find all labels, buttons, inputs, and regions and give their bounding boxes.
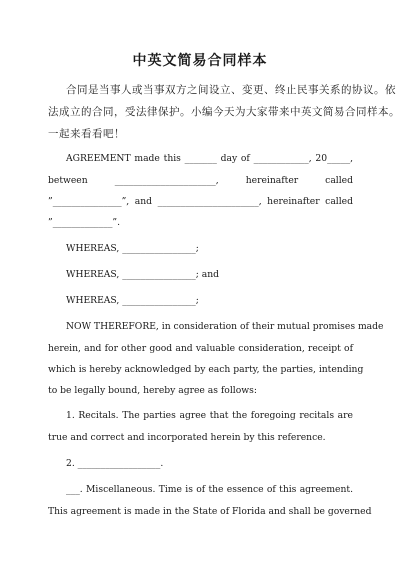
agreement-line-2: between ______________________, hereinafter called [48,175,353,186]
miscellaneous-line-2: This agreement is made in the State of Florida and shall be governed [48,506,372,517]
agreement-line-1: AGREEMENT made this _______ day of ____________, 20_____, [66,153,353,164]
whereas-line-1: WHEREAS, ________________; [66,243,199,254]
clause-2-line: 2. __________________. [66,458,164,469]
intro-line-2: 法成立的合同，受法律保护。小编今天为大家带来中英文简易合同样本。 [48,106,400,118]
agreement-line-3: ”_______________”, and ______________________, hereinafter called [48,196,353,207]
consideration-line-2: herein, and for other good and valuable consideration, receipt of [48,343,353,354]
intro-line-3: 一起来看看吧！ [48,128,125,140]
agreement-line-4: ”_____________”. [48,217,121,228]
consideration-line-1: NOW THEREFORE, in consideration of their mutual promises made [66,321,384,332]
intro-line-1: 合同是当事人或当事双方之间设立、变更、终止民事关系的协议。依 [66,84,396,96]
miscellaneous-line-1: ___. Miscellaneous. Time is of the essence of this agreement. [66,484,353,495]
whereas-line-2: WHEREAS, ________________; and [66,269,220,280]
recitals-line-1: 1. Recitals. The parties agree that the foregoing recitals are [66,410,353,421]
recitals-line-2: true and correct and incorporated herein by this reference. [48,432,326,443]
consideration-line-4: to be legally bound, hereby agree as follows: [48,385,257,396]
document-title: 中英文简易合同样本 [132,53,268,69]
whereas-line-3: WHEREAS, ________________; [66,295,199,306]
consideration-line-3: which is hereby acknowledged by each party, the parties, intending [48,364,364,375]
